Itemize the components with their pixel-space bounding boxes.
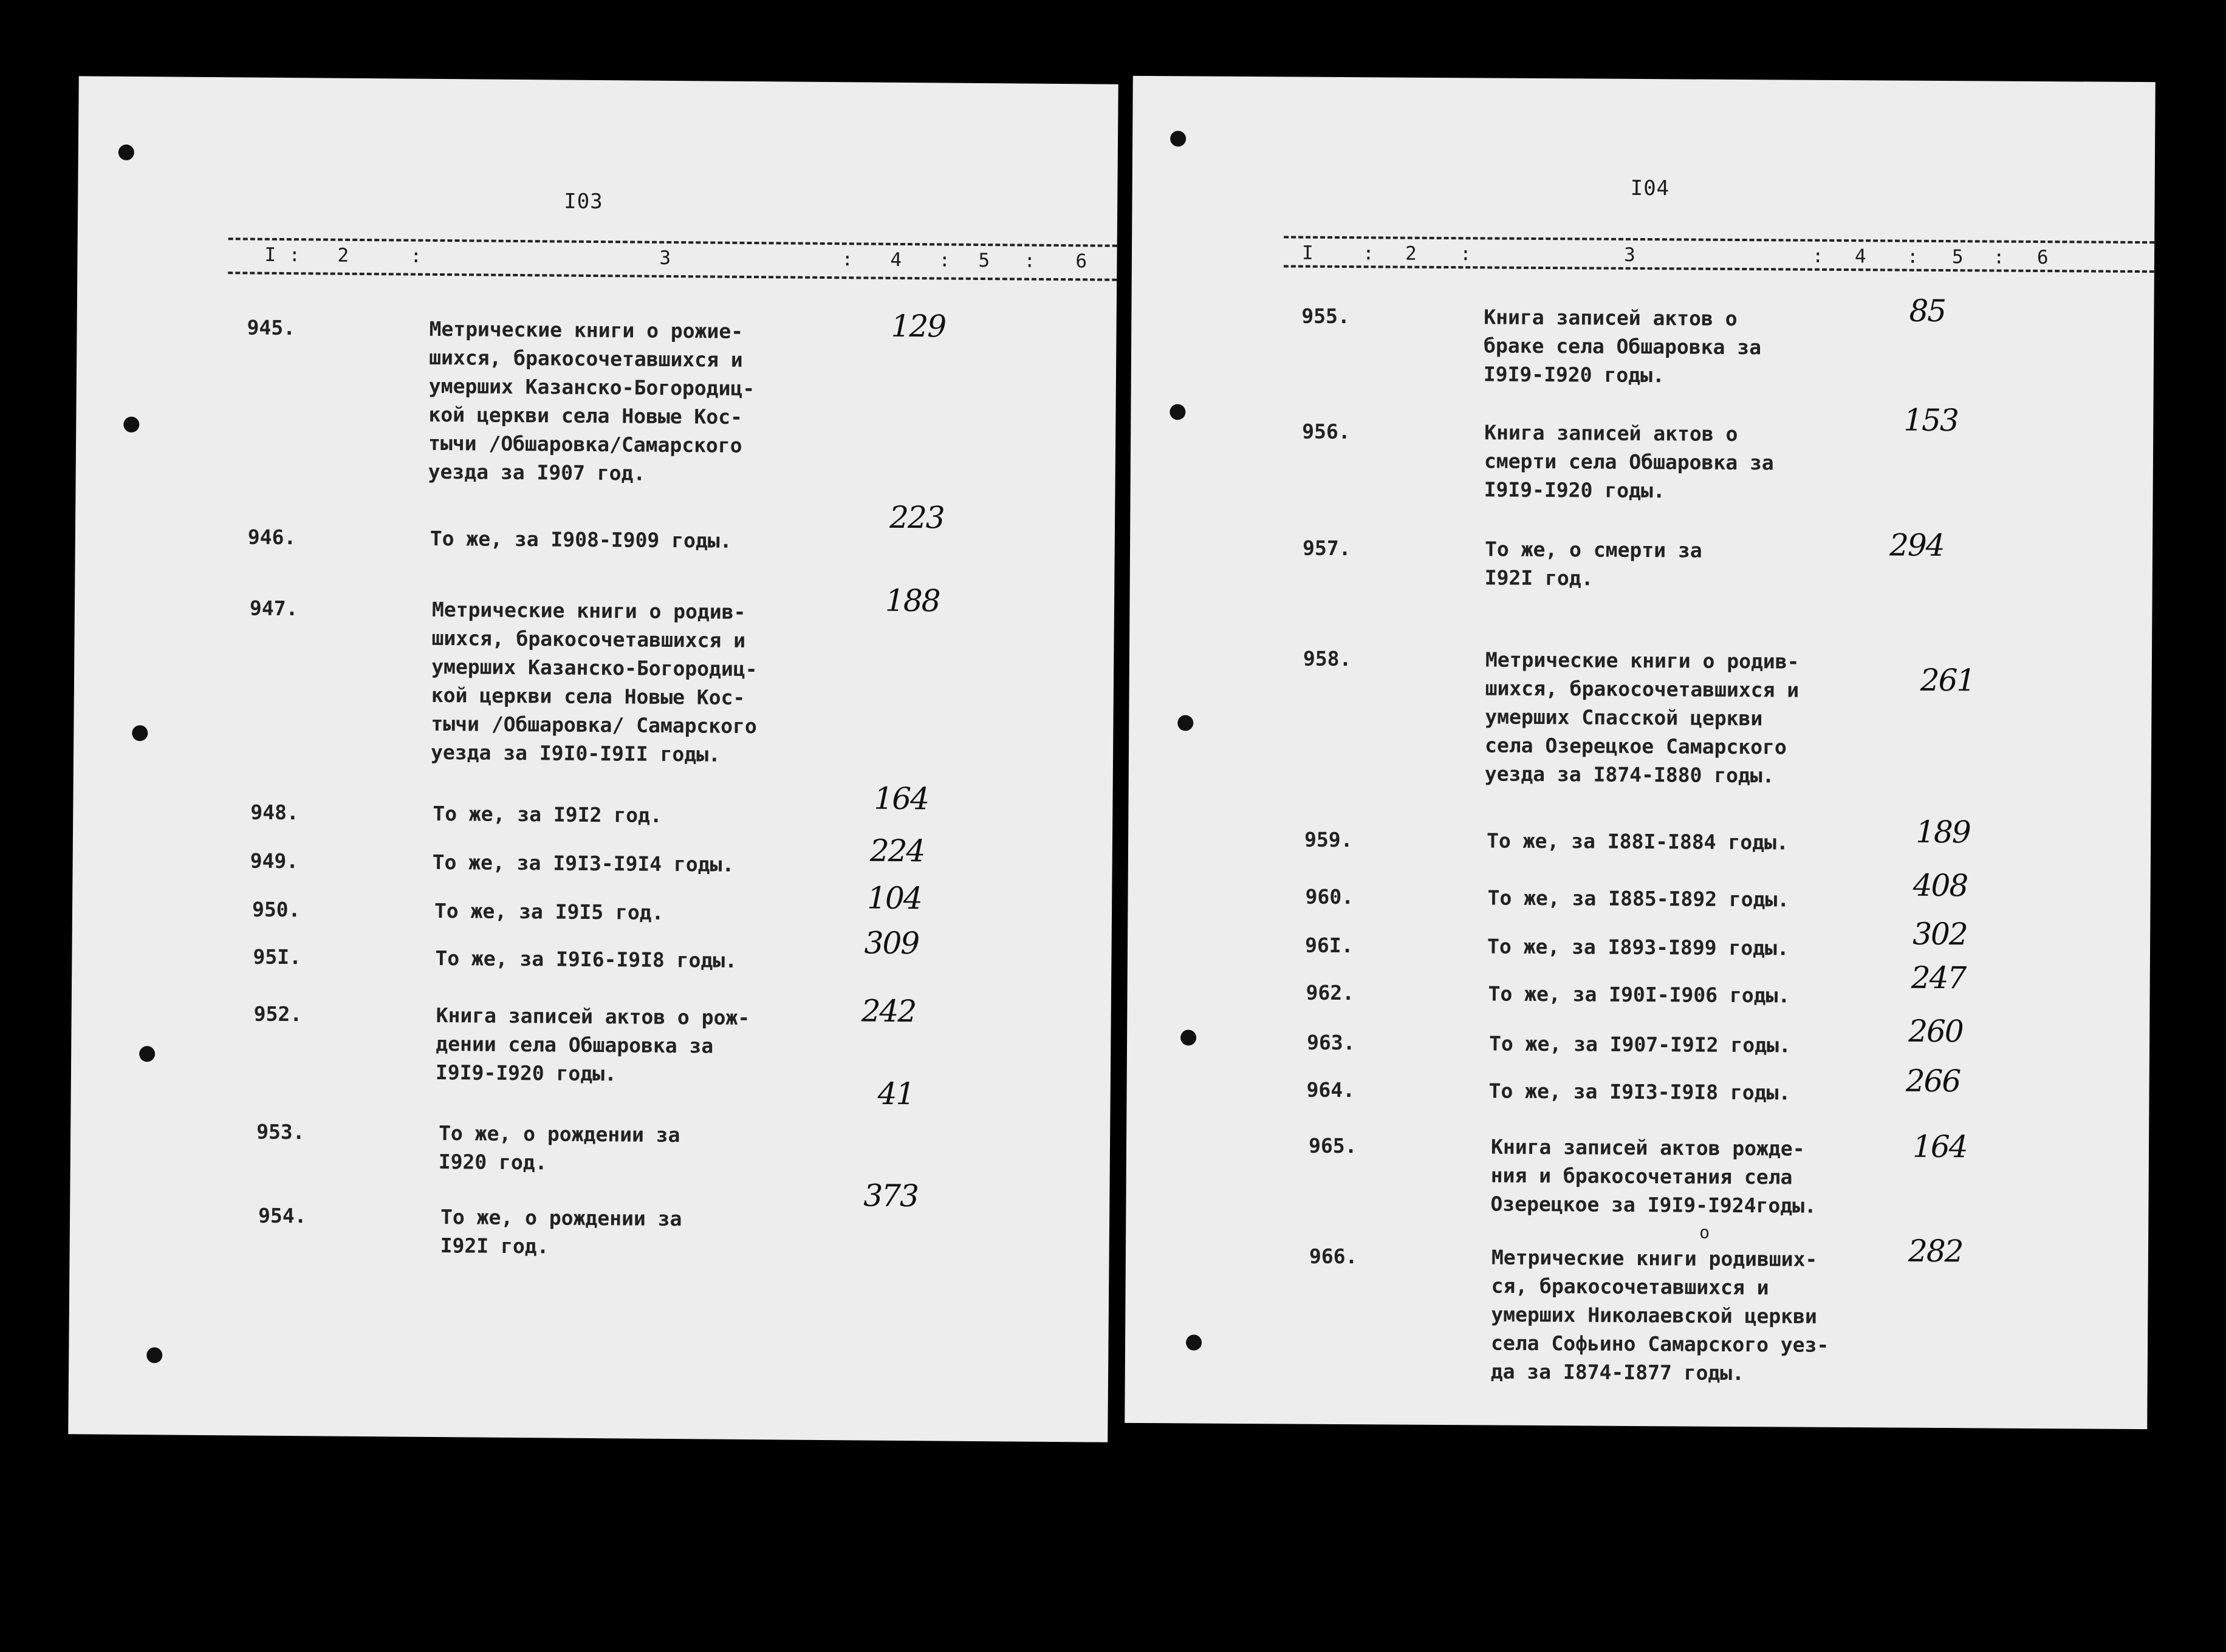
entry-description: Метрические книги о рожие- шихся, бракосочетавшихся и умерших Казанско-Богородиц- кой церкви села Новые Кос- тычи /Обшаровка/Самарского уезда за I907 год. bbox=[428, 316, 755, 485]
entry-description: То же, за I90I-I906 годы. bbox=[1488, 981, 1790, 1008]
punch-hole bbox=[118, 145, 134, 160]
entry-number: 96I. bbox=[1304, 933, 1354, 958]
entry-number: 947. bbox=[249, 596, 298, 621]
punch-hole bbox=[146, 1347, 162, 1363]
entry-description: То же, за I9I3-I9I4 годы. bbox=[432, 850, 735, 876]
entry-number: 958. bbox=[1303, 646, 1352, 671]
handwritten-count: 224 bbox=[869, 833, 925, 869]
entry-number: 952. bbox=[253, 1002, 303, 1026]
entry-description: То же, за I88I-I884 годы. bbox=[1486, 828, 1789, 855]
column-label: 5 bbox=[1951, 246, 1964, 268]
entry-description: То же, за I9I2 год. bbox=[433, 801, 662, 827]
handwritten-count: 129 bbox=[891, 308, 946, 344]
handwritten-count: 373 bbox=[863, 1178, 919, 1214]
handwritten-count: 153 bbox=[1903, 402, 1958, 439]
column-label: 2 bbox=[1405, 242, 1417, 265]
entry-description: То же, за I885-I892 годы. bbox=[1487, 886, 1790, 912]
entry-description: То же, о рождении за I920 год. bbox=[438, 1121, 680, 1175]
handwritten-count: 302 bbox=[1913, 916, 1967, 952]
entry-description: То же, о рождении за I92I год. bbox=[440, 1205, 682, 1258]
entry-description: То же, за I9I6-I9I8 годы. bbox=[435, 946, 738, 972]
entry-number: 948. bbox=[250, 800, 299, 825]
handwritten-count: 261 bbox=[1920, 662, 1975, 698]
column-header: I : 2 : 3 : 4 : 5 : 6 bbox=[228, 237, 1117, 287]
left-page bbox=[68, 76, 1118, 1442]
entry-number: 946. bbox=[247, 525, 296, 550]
column-header: I : 2 : 3 : 4 : 5 : 6 bbox=[1284, 236, 2154, 284]
column-label: 5 bbox=[978, 249, 990, 272]
entry-number: 963. bbox=[1306, 1030, 1355, 1055]
entry-number: 956. bbox=[1302, 419, 1351, 444]
entry-description: Книга записей актов о рож- дении села Обшаровка за I9I9-I920 годы. bbox=[435, 1003, 750, 1086]
punch-hole bbox=[1170, 131, 1186, 146]
punch-hole bbox=[1177, 715, 1193, 731]
page-number: I04 bbox=[1630, 176, 1670, 201]
handwritten-count: 164 bbox=[874, 780, 929, 817]
punch-hole bbox=[1170, 404, 1185, 420]
entry-number: 964. bbox=[1306, 1077, 1355, 1102]
column-label: 4 bbox=[890, 248, 902, 271]
handwritten-count: 189 bbox=[1916, 814, 1970, 850]
entry-number: 955. bbox=[1301, 304, 1350, 329]
page-number: I03 bbox=[564, 189, 603, 214]
entry-description: То же, о смерти за I92I год. bbox=[1484, 537, 1702, 590]
entry-description: Книга записей актов о браке села Обшаровка за I9I9-I920 годы. bbox=[1483, 305, 1762, 387]
entry-description: То же, за I9I3-I9I8 годы. bbox=[1488, 1079, 1791, 1105]
entry-number: 966. bbox=[1309, 1244, 1358, 1269]
entry-description: Метрические книги о родив- шихся, бракосочетавшихся и умерших Казанско-Богородиц- кой церкви села Новые Кос- тычи /Обшаровка/ Самарского уезда за I9I0-I9II годы. bbox=[430, 597, 758, 766]
entry-description: Метрические книги родивших- ся, бракосочетавшихся и умерших Николаевской церкви села Софьино Самарского уез- да за I874-I877 годы. bbox=[1490, 1245, 1829, 1385]
entry-description: То же, за I893-I899 годы. bbox=[1487, 934, 1789, 960]
entry-number: 953. bbox=[256, 1119, 305, 1144]
entry-number: 957. bbox=[1302, 536, 1351, 561]
entry-number: 949. bbox=[250, 848, 299, 873]
entry-number: 954. bbox=[258, 1203, 307, 1228]
column-label: 3 bbox=[659, 247, 671, 269]
punch-hole bbox=[1186, 1334, 1202, 1350]
column-label: 6 bbox=[1075, 250, 1087, 273]
column-label: 4 bbox=[1854, 245, 1866, 268]
handwritten-count: 223 bbox=[889, 499, 944, 536]
column-label: I bbox=[1301, 242, 1313, 264]
punch-hole bbox=[139, 1046, 155, 1062]
column-label: 2 bbox=[337, 244, 349, 267]
entry-description: Метрические книги о родив- шихся, бракосочетавшихся и умерших Спасской церкви села Озерецкое Самарского уезда за I874-I880 годы. bbox=[1484, 647, 1800, 788]
entry-number: 960. bbox=[1305, 884, 1354, 909]
right-page bbox=[1125, 76, 2156, 1429]
handwritten-count: 247 bbox=[1911, 960, 1966, 996]
handwritten-count: 309 bbox=[864, 925, 919, 961]
entry-number: 962. bbox=[1306, 980, 1355, 1005]
column-label: 3 bbox=[1623, 244, 1635, 266]
entry-description: То же, за I908-I909 годы. bbox=[430, 526, 732, 553]
punch-hole bbox=[123, 417, 139, 432]
entry-number: 945. bbox=[247, 315, 296, 340]
handwritten-count: 266 bbox=[1905, 1063, 1961, 1099]
punch-hole bbox=[132, 725, 148, 741]
column-label: 6 bbox=[2036, 246, 2049, 269]
stray-mark: о bbox=[1699, 1222, 1710, 1243]
handwritten-count: 104 bbox=[866, 880, 922, 916]
handwritten-count: 294 bbox=[1889, 527, 1944, 564]
handwritten-count: 85 bbox=[1909, 293, 1946, 329]
handwritten-count: 408 bbox=[1913, 867, 1968, 904]
handwritten-count: 164 bbox=[1912, 1128, 1967, 1165]
column-label: I bbox=[264, 244, 276, 266]
handwritten-count: 282 bbox=[1908, 1233, 1963, 1269]
entry-description: То же, за I9I5 год. bbox=[434, 898, 664, 924]
entry-number: 950. bbox=[252, 897, 301, 922]
entry-number: 965. bbox=[1308, 1133, 1357, 1158]
entry-number: 959. bbox=[1304, 827, 1353, 852]
handwritten-count: 260 bbox=[1908, 1013, 1963, 1050]
handwritten-count: 188 bbox=[885, 582, 940, 619]
handwritten-count: 41 bbox=[877, 1076, 914, 1112]
entry-description: Книга записей актов рожде- ния и бракосочетания села Озерецкое за I9I9-I924годы. bbox=[1490, 1135, 1817, 1218]
punch-hole bbox=[1180, 1029, 1196, 1045]
entry-description: То же, за I907-I9I2 годы. bbox=[1488, 1031, 1791, 1057]
handwritten-count: 242 bbox=[861, 993, 916, 1029]
entry-number: 95I. bbox=[253, 944, 302, 969]
entry-description: Книга записей актов о смерти села Обшаровка за I9I9-I920 годы. bbox=[1484, 420, 1774, 503]
